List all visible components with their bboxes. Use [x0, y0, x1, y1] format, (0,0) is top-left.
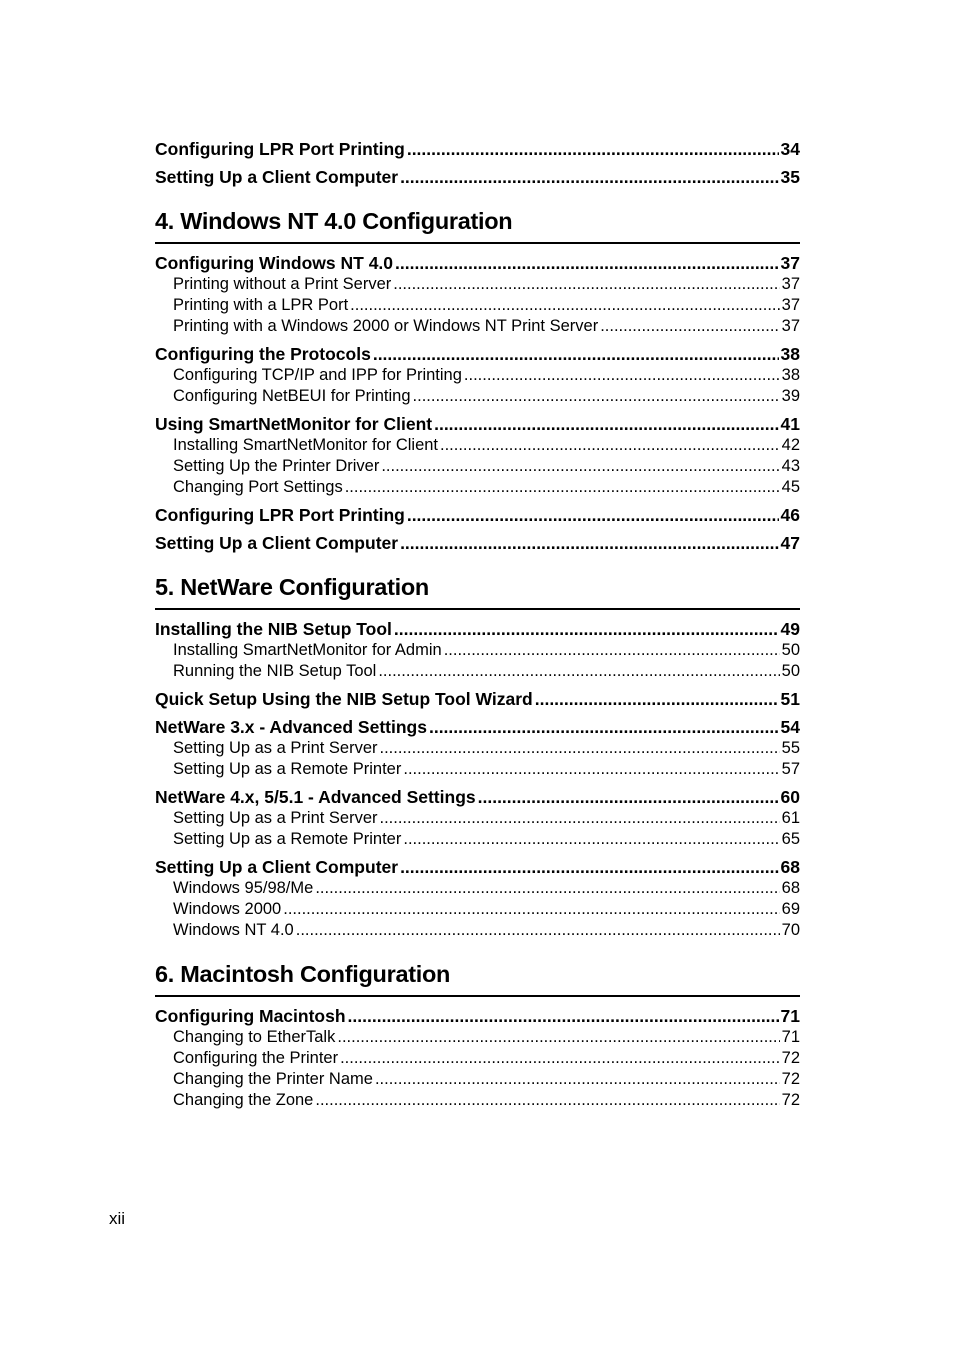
chapter-title: 6. Macintosh Configuration	[155, 961, 451, 987]
leader-dots	[400, 532, 778, 554]
toc-subentry-page: 61	[781, 809, 800, 827]
chapter-title: 5. NetWare Configuration	[155, 574, 429, 600]
toc-entry-page: 51	[780, 689, 800, 709]
toc-entry	[155, 688, 800, 710]
leader-dots	[375, 1069, 780, 1090]
chapter-divider	[155, 995, 800, 997]
toc-entry	[155, 343, 800, 365]
leader-dots	[444, 640, 780, 661]
leader-dots	[345, 477, 780, 498]
toc-entry	[155, 532, 800, 554]
toc-entry-label: Configuring the Protocols	[155, 344, 371, 364]
toc-subentry-label: Changing Port Settings	[173, 478, 343, 496]
toc-subentry-label: Installing SmartNetMonitor for Client	[173, 436, 439, 454]
toc-entry-page: 35	[780, 167, 800, 187]
toc-subentry-label: Windows NT 4.0	[173, 921, 294, 939]
toc-subentry	[155, 477, 800, 498]
leader-dots	[378, 661, 779, 682]
toc-subentry	[155, 920, 800, 941]
toc-subentry-page: 38	[781, 366, 800, 384]
toc-entry-label: Configuring LPR Port Printing	[155, 139, 405, 159]
leader-dots	[373, 343, 779, 365]
leader-dots	[283, 899, 779, 920]
toc-subentry-page: 39	[781, 387, 800, 405]
toc-subentry-page: 37	[781, 296, 800, 314]
leader-dots	[600, 316, 779, 337]
toc-subentry	[155, 316, 800, 337]
toc-entry	[155, 1005, 800, 1027]
toc-subentry-label: Printing with a LPR Port	[173, 296, 349, 314]
leader-dots	[403, 759, 779, 780]
toc-entry	[155, 252, 800, 274]
toc-subentry-label: Setting Up as a Print Server	[173, 809, 378, 827]
toc-entry-page: 49	[780, 619, 800, 639]
toc-subentry-label: Installing SmartNetMonitor for Admin	[173, 641, 442, 659]
leader-dots	[315, 878, 779, 899]
toc-subentry-page: 42	[781, 436, 800, 454]
toc-entry	[155, 786, 800, 808]
toc-entry-label: Configuring Windows NT 4.0	[155, 253, 394, 273]
toc-entry-label: Configuring LPR Port Printing	[155, 505, 405, 525]
toc-subentry-label: Running the NIB Setup Tool	[173, 662, 377, 680]
toc-entry-label: Setting Up a Client Computer	[155, 167, 399, 187]
leader-dots	[381, 456, 779, 477]
toc-subentry-page: 69	[781, 900, 800, 918]
toc-entry-page: 34	[780, 139, 800, 159]
leader-dots	[393, 274, 779, 295]
toc-entry-label: Configuring Macintosh	[155, 1006, 346, 1026]
toc-subentry	[155, 1069, 800, 1090]
toc-subentry	[155, 640, 800, 661]
toc-entry-label: NetWare 3.x - Advanced Settings	[155, 717, 427, 737]
toc-entry-page: 41	[780, 414, 800, 434]
toc-entry-label: Using SmartNetMonitor for Client	[155, 414, 433, 434]
toc-subentry	[155, 738, 800, 759]
toc-subentry	[155, 435, 800, 456]
toc-entry-page: 54	[780, 717, 800, 737]
toc-subentry-page: 71	[781, 1028, 800, 1046]
leader-dots	[337, 1027, 779, 1048]
toc-subentry-page: 72	[781, 1070, 800, 1088]
toc-subentry-label: Windows 2000	[173, 900, 282, 918]
toc-entry	[155, 504, 800, 526]
toc-subentry	[155, 365, 800, 386]
table-of-contents	[155, 138, 800, 1111]
toc-subentry-label: Changing to EtherTalk	[173, 1028, 336, 1046]
toc-entry-label: NetWare 4.x, 5/5.1 - Advanced Settings	[155, 787, 476, 807]
leader-dots	[434, 413, 778, 435]
toc-subentry	[155, 295, 800, 316]
leader-dots	[380, 738, 780, 759]
toc-subentry-page: 37	[781, 317, 800, 335]
toc-entry-page: 71	[780, 1006, 800, 1026]
toc-subentry	[155, 386, 800, 407]
toc-entry-label: Setting Up a Client Computer	[155, 857, 399, 877]
leader-dots	[400, 166, 778, 188]
toc-subentry-page: 50	[781, 641, 800, 659]
toc-entry-page: 46	[780, 505, 800, 525]
toc-subentry-label: Configuring NetBEUI for Printing	[173, 387, 411, 405]
toc-entry	[155, 413, 800, 435]
toc-subentry-label: Windows 95/98/Me	[173, 879, 314, 897]
toc-subentry	[155, 1048, 800, 1069]
leader-dots	[340, 1048, 780, 1069]
chapter-divider	[155, 242, 800, 244]
toc-entry	[155, 856, 800, 878]
toc-subentry-label: Changing the Zone	[173, 1091, 314, 1109]
toc-subentry	[155, 899, 800, 920]
chapter-heading	[155, 959, 800, 997]
toc-subentry-label: Configuring the Printer	[173, 1049, 339, 1067]
leader-dots	[464, 365, 780, 386]
toc-entry-page: 47	[780, 533, 800, 553]
toc-subentry-label: Setting Up as a Print Server	[173, 739, 378, 757]
toc-entry-label: Quick Setup Using the NIB Setup Tool Wizard	[155, 689, 533, 709]
toc-subentry-label: Printing without a Print Server	[173, 275, 392, 293]
chapter-title: 4. Windows NT 4.0 Configuration	[155, 208, 513, 234]
toc-subentry-label: Setting Up the Printer Driver	[173, 457, 380, 475]
leader-dots	[380, 808, 780, 829]
chapter-heading	[155, 572, 800, 610]
toc-subentry-page: 72	[781, 1049, 800, 1067]
chapter-heading	[155, 206, 800, 244]
toc-subentry-page: 70	[781, 921, 800, 939]
toc-subentry-page: 55	[781, 739, 800, 757]
toc-subentry-label: Setting Up as a Remote Printer	[173, 830, 402, 848]
leader-dots	[407, 504, 779, 526]
leader-dots	[535, 688, 779, 710]
toc-subentry-page: 45	[781, 478, 800, 496]
toc-subentry-page: 50	[781, 662, 800, 680]
leader-dots	[440, 435, 780, 456]
toc-entry	[155, 716, 800, 738]
leader-dots	[403, 829, 779, 850]
toc-entry	[155, 618, 800, 640]
leader-dots	[407, 138, 779, 160]
toc-subentry-label: Setting Up as a Remote Printer	[173, 760, 402, 778]
toc-subentry	[155, 759, 800, 780]
toc-entry-page: 68	[780, 857, 800, 877]
leader-dots	[315, 1090, 779, 1111]
leader-dots	[394, 618, 779, 640]
toc-subentry	[155, 878, 800, 899]
leader-dots	[296, 920, 780, 941]
toc-subentry	[155, 829, 800, 850]
toc-subentry-label: Changing the Printer Name	[173, 1070, 373, 1088]
leader-dots	[348, 1005, 779, 1027]
toc-subentry-label: Printing with a Windows 2000 or Windows NT Print Server	[173, 317, 599, 335]
toc-subentry-label: Configuring TCP/IP and IPP for Printing	[173, 366, 462, 384]
page-number: xii	[109, 1209, 126, 1228]
leader-dots	[429, 716, 779, 738]
toc-subentry-page: 43	[781, 457, 800, 475]
chapter-divider	[155, 608, 800, 610]
toc-subentry-page: 65	[781, 830, 800, 848]
toc-entry-page: 60	[780, 787, 800, 807]
toc-subentry-page: 68	[781, 879, 800, 897]
toc-entry-page: 37	[780, 253, 800, 273]
leader-dots	[413, 386, 780, 407]
toc-entry	[155, 138, 800, 160]
toc-subentry	[155, 1090, 800, 1111]
leader-dots	[350, 295, 779, 316]
leader-dots	[395, 252, 779, 274]
leader-dots	[400, 856, 778, 878]
toc-entry-page: 38	[780, 344, 800, 364]
toc-entry-label: Installing the NIB Setup Tool	[155, 619, 392, 639]
toc-subentry	[155, 808, 800, 829]
leader-dots	[478, 786, 779, 808]
toc-entry	[155, 166, 800, 188]
toc-subentry	[155, 274, 800, 295]
toc-subentry	[155, 456, 800, 477]
toc-subentry-page: 57	[781, 760, 800, 778]
toc-subentry-page: 72	[781, 1091, 800, 1109]
toc-subentry	[155, 1027, 800, 1048]
toc-subentry-page: 37	[781, 275, 800, 293]
toc-subentry	[155, 661, 800, 682]
toc-entry-label: Setting Up a Client Computer	[155, 533, 399, 553]
